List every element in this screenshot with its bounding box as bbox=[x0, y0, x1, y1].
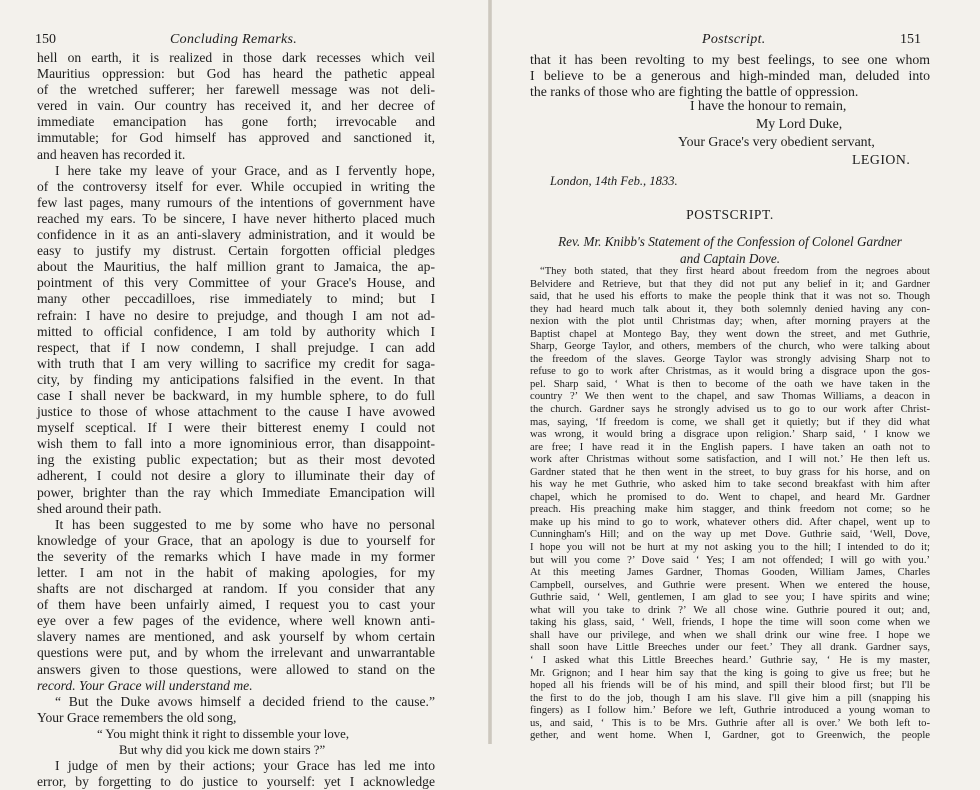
statement-line: I hope you will not be hurt at my not asking you to the hill; I intended to do it; bbox=[530, 542, 930, 554]
text-line-italic-close: record. Your Grace will understand me. bbox=[37, 677, 253, 693]
postscript-subtitle-line: and Captain Dove. bbox=[680, 251, 780, 266]
statement-line: nexion with the plot until Christmas day; when, after morning prayers at the bbox=[530, 316, 930, 328]
statement-line: chapel, which he promised to do. Went to chapel, and heard Mr. Gardner bbox=[530, 491, 930, 503]
statement-line: pel. Sharp said, ‘ What is then to become of the oath we have taken in the bbox=[530, 378, 930, 390]
postscript-subtitle-line: Rev. Mr. Knibb's Statement of the Confession of Colonel Gardner bbox=[558, 234, 902, 249]
statement-line: Gardner stated that he then went in the street, to buy grass for his horse, and on bbox=[530, 466, 930, 478]
text-line: about the Mauritius, the half million grant to Jamaica, the ap- bbox=[37, 259, 435, 275]
right-running-title: Postscript. bbox=[702, 32, 766, 47]
text-line: confidence in it as an anti-slavery administration, and it would be bbox=[37, 227, 435, 243]
statement-line: the first to do the job, though I am his slave. I'll give him a pill (snapping his bbox=[530, 692, 930, 704]
text-line: wish them to fall into a more ignominious error, than disappoint- bbox=[37, 436, 435, 452]
text-line: eye over a few pages of the evidence, where well known anti- bbox=[37, 613, 435, 629]
text-line: respect, that if I now condemn, I shall prejudge. I can add bbox=[37, 339, 435, 355]
right-page bbox=[492, 0, 980, 744]
text-line: myself sceptical. If I were their bitterest enemy I could not bbox=[37, 420, 435, 436]
statement-line: what will you take to drink ?’ We all chose wine. Guthrie poured it out; and, bbox=[530, 604, 930, 616]
text-line: and heaven has recorded it. bbox=[37, 146, 186, 162]
text-line: easy to justify my distrust. Certain forgotten official pledges bbox=[37, 243, 435, 259]
text-line: refrain: I have no desire to prejudge, and though I am not ad- bbox=[37, 307, 435, 323]
text-line: Mauritius oppression: but God has heard the pathetic appeal bbox=[37, 66, 435, 82]
text-line: slavery names are mentioned, and ask yourself by whom certain bbox=[37, 629, 435, 645]
closing-salutation: My Lord Duke, bbox=[756, 116, 843, 131]
text-line: vered in vain. Our country has received it, and her decree of bbox=[37, 98, 435, 114]
text-line: power, brighter than the ray which Immediate Emancipation will bbox=[37, 484, 435, 500]
statement-line: Cunningham's Hill; and on the way up met Dove. Guthrie said, ‘Well, Dove, bbox=[530, 529, 930, 541]
closing-dateline: London, 14th Feb., 1833. bbox=[550, 174, 678, 188]
closing-signature: LEGION. bbox=[852, 152, 911, 167]
statement-line: make up his mind to go to work, whatever others did. After chapel, went up to bbox=[530, 516, 930, 528]
text-line: I believe to be a generous and high-minded man, deluded into bbox=[530, 68, 930, 83]
text-line: error, by forgetting to do justice to yourself: yet I acknowledge bbox=[37, 774, 435, 790]
statement-line: Mr. Grignon; and I hear him say that the king is going to give us free; but he bbox=[530, 667, 930, 679]
text-line: immutable; for God himself has approved and sanctioned it, bbox=[37, 130, 435, 146]
text-line: immediate emancipation has gone forth; irrevocable and bbox=[37, 114, 435, 130]
text-line: “ But the Duke avows himself a decided friend to the cause.” bbox=[55, 693, 435, 709]
statement-line: us, and said, ‘ This is to be Mrs. Guthrie after all is over.’ We both left to- bbox=[530, 717, 930, 729]
text-line: hell on earth, it is realized in those dark recesses which veil bbox=[37, 50, 435, 65]
statement-line: are free; I have read it in the English papers. I have taken an oath not to bbox=[530, 441, 930, 453]
statement-line: work after Christmas without some satisfaction, and I will not.’ He then left us. bbox=[530, 454, 930, 466]
statement-line: Campbell, ourselves, and Guthrie were present. When we entered the house, bbox=[530, 579, 930, 591]
statement-line: gether, and went home. When I, Gardner, got to Greenwich, the people bbox=[530, 730, 930, 742]
text-line: pointment of this very Committee of your Grace's House, and bbox=[37, 275, 435, 291]
statement-line: the church. Gardner says he strongly advised us to go to our work after Christ- bbox=[530, 404, 930, 416]
text-line: letter. I am not in the habit of making apologies, for my bbox=[37, 565, 435, 580]
statement-line: country ?’ We then went to the chapel, and saw Thomas Williams, a deacon in bbox=[530, 391, 930, 403]
left-body-text bbox=[37, 50, 435, 790]
statement-line: taking his glass, said, ‘ Well, friends, I hope the time will soon come when we bbox=[530, 617, 930, 629]
statement-line: ‘ I asked what this Little Breeches heard.’ Guthrie say, ‘ He is my master, bbox=[530, 654, 930, 666]
text-line: of the wretched sufferer; her farewell message was not deli- bbox=[37, 82, 435, 98]
text-line: justice to those of whose attachment to the cause I have avowed bbox=[37, 404, 435, 420]
text-line: the severity of the remarks which I have made in my former bbox=[37, 548, 435, 564]
postscript-subtitle bbox=[530, 233, 930, 267]
closing-honour: I have the honour to remain, bbox=[690, 98, 847, 113]
statement-line: said, that he used his efforts to make the people think that it was not so. Though bbox=[530, 291, 930, 303]
text-line: answers given to those questions, were allowed to stand on the bbox=[37, 661, 435, 677]
statement-line: shall soon have Little Breeches under our feet.’ They all drank. Gardner says, bbox=[530, 642, 930, 654]
statement-line: mas, saying, ‘If freedom is come, we shall get it quietly; but if they did what bbox=[530, 416, 930, 428]
left-page-number: 150 bbox=[35, 32, 56, 47]
statement-line: Guthrie said, ‘ Well, gentlemen, I am glad to see you; I have spirits and wine; bbox=[530, 592, 930, 604]
text-line: knowledge of your Grace, that an apology is due to yourself for bbox=[37, 532, 435, 548]
statement-line: hoped all his friends will be of his mind, and spill their blood first; but I'll be bbox=[530, 680, 930, 692]
text-line: I here take my leave of your Grace, and as I fervently hope, bbox=[55, 162, 435, 178]
text-line: Your Grace remembers the old song, bbox=[37, 709, 237, 725]
text-line: mitted to official confidence, I am told by authority which I bbox=[37, 323, 435, 339]
statement-line: shall have our privilege, and when we shall drink our wine free. I hope we bbox=[530, 629, 930, 641]
right-page-number: 151 bbox=[900, 32, 921, 47]
text-line: of the controversy itself for ever. While occupied in writing the bbox=[37, 178, 435, 194]
text-line: that it has been revolting to my best feelings, to see one whom bbox=[530, 52, 930, 67]
text-line: shed around their path. bbox=[37, 500, 162, 516]
left-running-title: Concluding Remarks. bbox=[170, 32, 298, 47]
text-line: many other peccadilloes, rise immediately to mind; but I bbox=[37, 291, 435, 307]
statement-line: they had heard much talk about it, they both solemnly denied having any con- bbox=[530, 303, 930, 315]
closing-servant: Your Grace's very obedient servant, bbox=[678, 134, 875, 149]
text-line: I judge of men by their actions; your Grace has led me into bbox=[55, 758, 435, 774]
statement-line: “They both stated, that they first heard about freedom from the negroes about bbox=[540, 266, 930, 277]
text-line: questions were put, and by whom the irrelevant and unwarrantable bbox=[37, 645, 435, 661]
statement-line: fingers) as I follow him.’ Before we left, Guthrie introduced a young woman to bbox=[530, 705, 930, 717]
statement-line: preach. His preaching make him stagger, and think freedom not come; so he bbox=[530, 504, 930, 516]
postscript-title: POSTSCRIPT. bbox=[686, 207, 774, 222]
statement-line: Sharp, George Taylor, and others, members of the church, who were talking about bbox=[530, 341, 930, 353]
statement-line: was wrong, it would bring a disgrace upon religion.’ Sharp said, ‘ I know we bbox=[530, 429, 930, 441]
text-line: It has been suggested to me by some who have no personal bbox=[55, 516, 435, 532]
text-line: of them have been unfairly aimed, I request you to cast your bbox=[37, 597, 435, 613]
verse-line: But why did you kick me down stairs ?” bbox=[119, 743, 326, 758]
text-line: shafts are not discharged at random. If you consider that any bbox=[37, 581, 435, 597]
statement-text bbox=[530, 266, 930, 743]
statement-line: the freedom of the slaves. George Taylor was strongly advising Sharp not to bbox=[530, 353, 930, 365]
text-line: adherent, I could not desire a glory to illuminate their day of bbox=[37, 468, 435, 484]
text-line: reached my ears. To be sincere, I have never hitherto placed much bbox=[37, 210, 435, 226]
right-top-text bbox=[530, 52, 930, 100]
text-line: ing the existing public expectation; but as their most devoted bbox=[37, 452, 435, 468]
text-line: the ranks of those who are fighting the battle of oppression. bbox=[530, 84, 859, 99]
text-line: with truth that I am very willing to sacrifice my credit for saga- bbox=[37, 355, 435, 371]
text-line: case I shall never be backward, in my humble sphere, to do full bbox=[37, 387, 435, 403]
statement-line: Belvidere and Retrieve, but that they did not put any belief in it; and Gardner bbox=[530, 278, 930, 290]
statement-line: refuse to go to work after Christmas, as it would bring a disgrace upon the gos- bbox=[530, 366, 930, 378]
statement-line: Baptist chapel at Montego Bay, they went down the street, and met Guthrie, bbox=[530, 328, 930, 340]
text-line: few last pages, many rumours of the intentions of government have bbox=[37, 194, 435, 210]
verse-line: “ You might think it right to dissemble your love, bbox=[97, 726, 350, 741]
statement-line: but will you come ?’ Dove said ‘ Yes; I am not offended; I will go with you.’ bbox=[530, 554, 930, 566]
text-line: city, by finding my anticipations falsified in the event. In that bbox=[37, 371, 435, 387]
left-page bbox=[0, 0, 488, 790]
letter-closing bbox=[530, 98, 930, 190]
statement-line: At this meeting James Gardner, Thomas Gooden, William James, Charles bbox=[530, 567, 930, 579]
statement-line: his way he met Guthrie, who asked him to take second breakfast with him after bbox=[530, 479, 930, 491]
